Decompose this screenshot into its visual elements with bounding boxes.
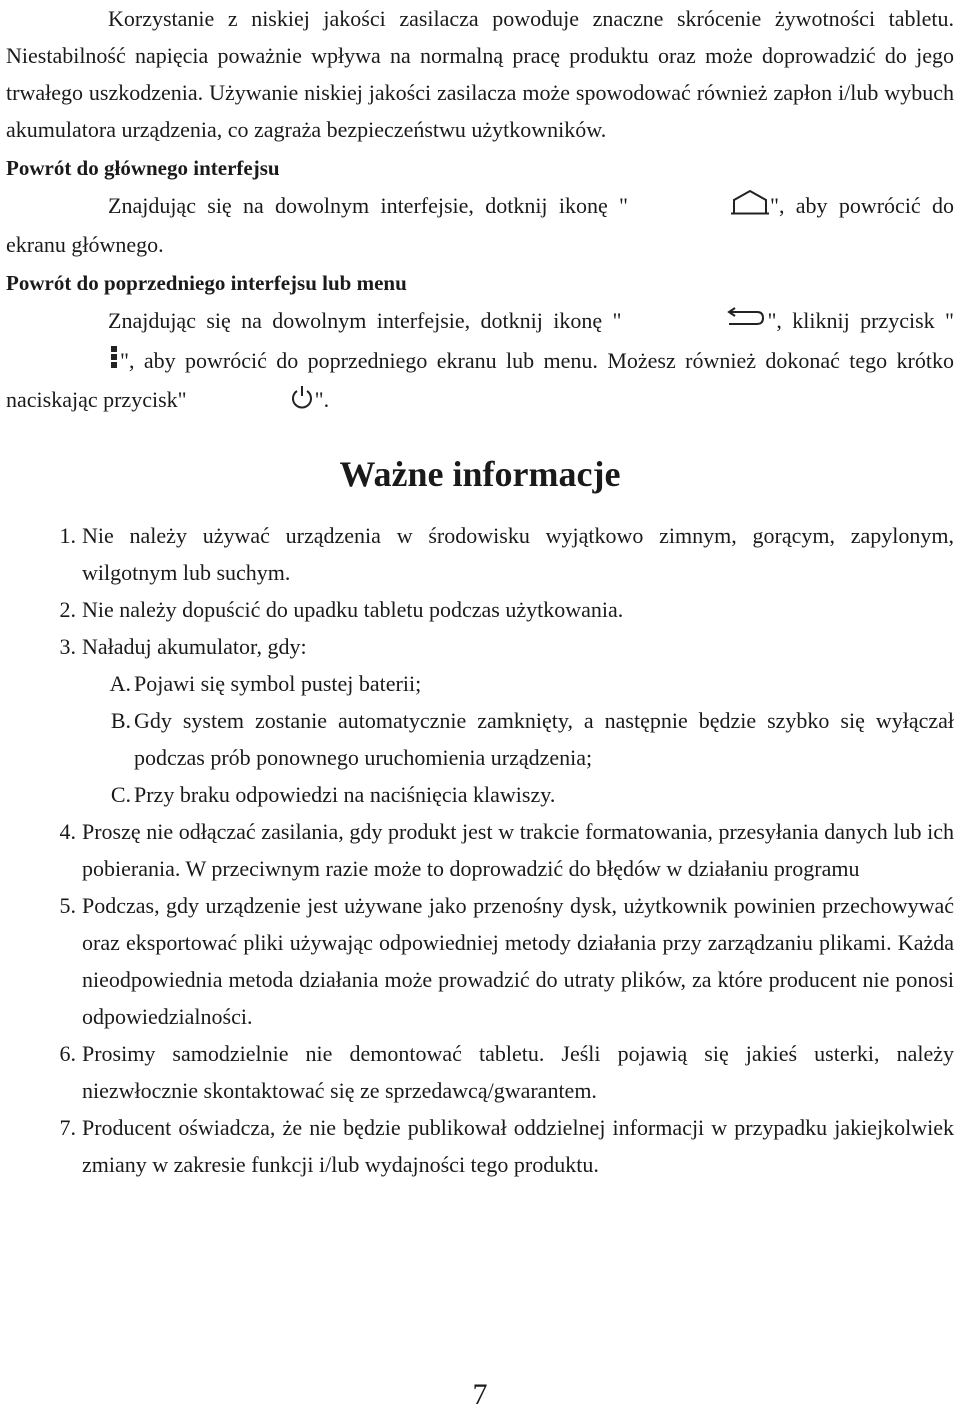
back-text-3: ", aby powrócić do poprzedniego ekranu lub menu. Możesz również dokonać tego krótko naciskając przycisk" [6, 347, 954, 413]
home-text-before: Znajdując się na dowolnym interfejsie, dotknij ikonę " [108, 193, 628, 218]
list-item [6, 517, 954, 591]
item-number: 1. [59, 522, 76, 548]
important-list [6, 517, 954, 1183]
item-text: Nie należy dopuścić do upadku tabletu podczas użytkowania. [82, 596, 624, 622]
item-number: 2. [59, 596, 76, 622]
back-text-2: ", kliknij przycisk " [767, 308, 954, 334]
list-item [6, 1109, 954, 1183]
item-number: 3. [59, 633, 76, 659]
item-number: 4. [59, 818, 76, 844]
sub-list-item [6, 665, 954, 702]
back-arrow-icon [621, 305, 767, 342]
item-text: Producent oświadcza, że nie będzie publikował oddzielnej informacji w przypadku jakiejkolwiek zmiany w zakresie funkcji i/lub wydajności tego produktu. [82, 1114, 954, 1177]
sub-item-letter: A. [109, 670, 131, 696]
heading-back: Powrót do poprzedniego interfejsu lub menu [6, 271, 407, 296]
home-icon [628, 189, 770, 226]
power-icon [187, 384, 315, 421]
intro-paragraph: Korzystanie z niskiej jakości zasilacza powoduje znaczne skrócenie żywotności tabletu. Niestabilność napięcia poważnie wpływa na normalną pracę produktu oraz może doprowadzić do jego trwałego uszkodzenia. Używanie niskiej jakości zasilacza może spowodować również zapłon i/lub wybuch akumulatora urządzenia, co zagraża bezpieczeństwu użytkowników. [6, 6, 954, 142]
list-item [6, 813, 954, 887]
item-text: Prosimy samodzielnie nie demontować tabletu. Jeśli pojawią się jakieś usterki, należy niezwłocznie skontaktować się ze sprzedawcą/gwarantem. [82, 1040, 954, 1103]
item-number: 7. [59, 1114, 76, 1140]
item-text: Nie należy używać urządzenia w środowisku wyjątkowo zimnym, gorącym, zapylonym, wilgotnym lub suchym. [82, 522, 954, 585]
list-item [6, 628, 954, 665]
sub-item-text: Gdy system zostanie automatycznie zamknięty, a następnie będzie szybko się wyłączał podczas prób ponownego uruchomienia urządzenia; [134, 707, 954, 770]
sub-item-text: Przy braku odpowiedzi na naciśnięcia klawiszy. [134, 781, 556, 807]
item-number: 6. [59, 1040, 76, 1066]
menu-dots-icon [6, 344, 120, 381]
important-title: Ważne informacje [339, 453, 621, 494]
list-item [6, 887, 954, 1035]
page-number: 7 [472, 1378, 488, 1411]
back-text-4: ". [314, 387, 330, 413]
sub-item-letter: C. [110, 781, 131, 807]
home-text-after: ", aby powrócić do ekranu głównego. [6, 193, 954, 258]
item-text: Proszę nie odłączać zasilania, gdy produkt jest w trakcie formatowania, przesyłania danych lub ich pobierania. W przeciwnym razie może to doprowadzić do błędów w działaniu programu [82, 818, 954, 881]
list-item [6, 1035, 954, 1109]
sub-item-text: Pojawi się symbol pustej baterii; [134, 670, 422, 696]
heading-home: Powrót do głównego interfejsu [6, 156, 280, 180]
item-text: Naładuj akumulator, gdy: [82, 633, 307, 659]
item-text: Podczas, gdy urządzenie jest używane jako przenośny dysk, użytkownik powinien przechowywać oraz eksportować pliki używając odpowiedniej metody działania przy zarządzaniu plikami. Każda nieodpowiednia metoda działania może prowadzić do utraty plików, za które producent nie ponosi odpowiedzialności. [82, 892, 954, 1029]
item-number: 5. [59, 892, 76, 918]
back-paragraph [6, 302, 954, 420]
list-item [6, 591, 954, 628]
sub-list-item [6, 702, 954, 776]
home-paragraph [6, 187, 954, 263]
sub-item-letter: B. [110, 707, 131, 733]
sub-list-item [6, 776, 954, 813]
back-text-1: Znajdując się na dowolnym interfejsie, dotknij ikonę " [108, 308, 622, 334]
